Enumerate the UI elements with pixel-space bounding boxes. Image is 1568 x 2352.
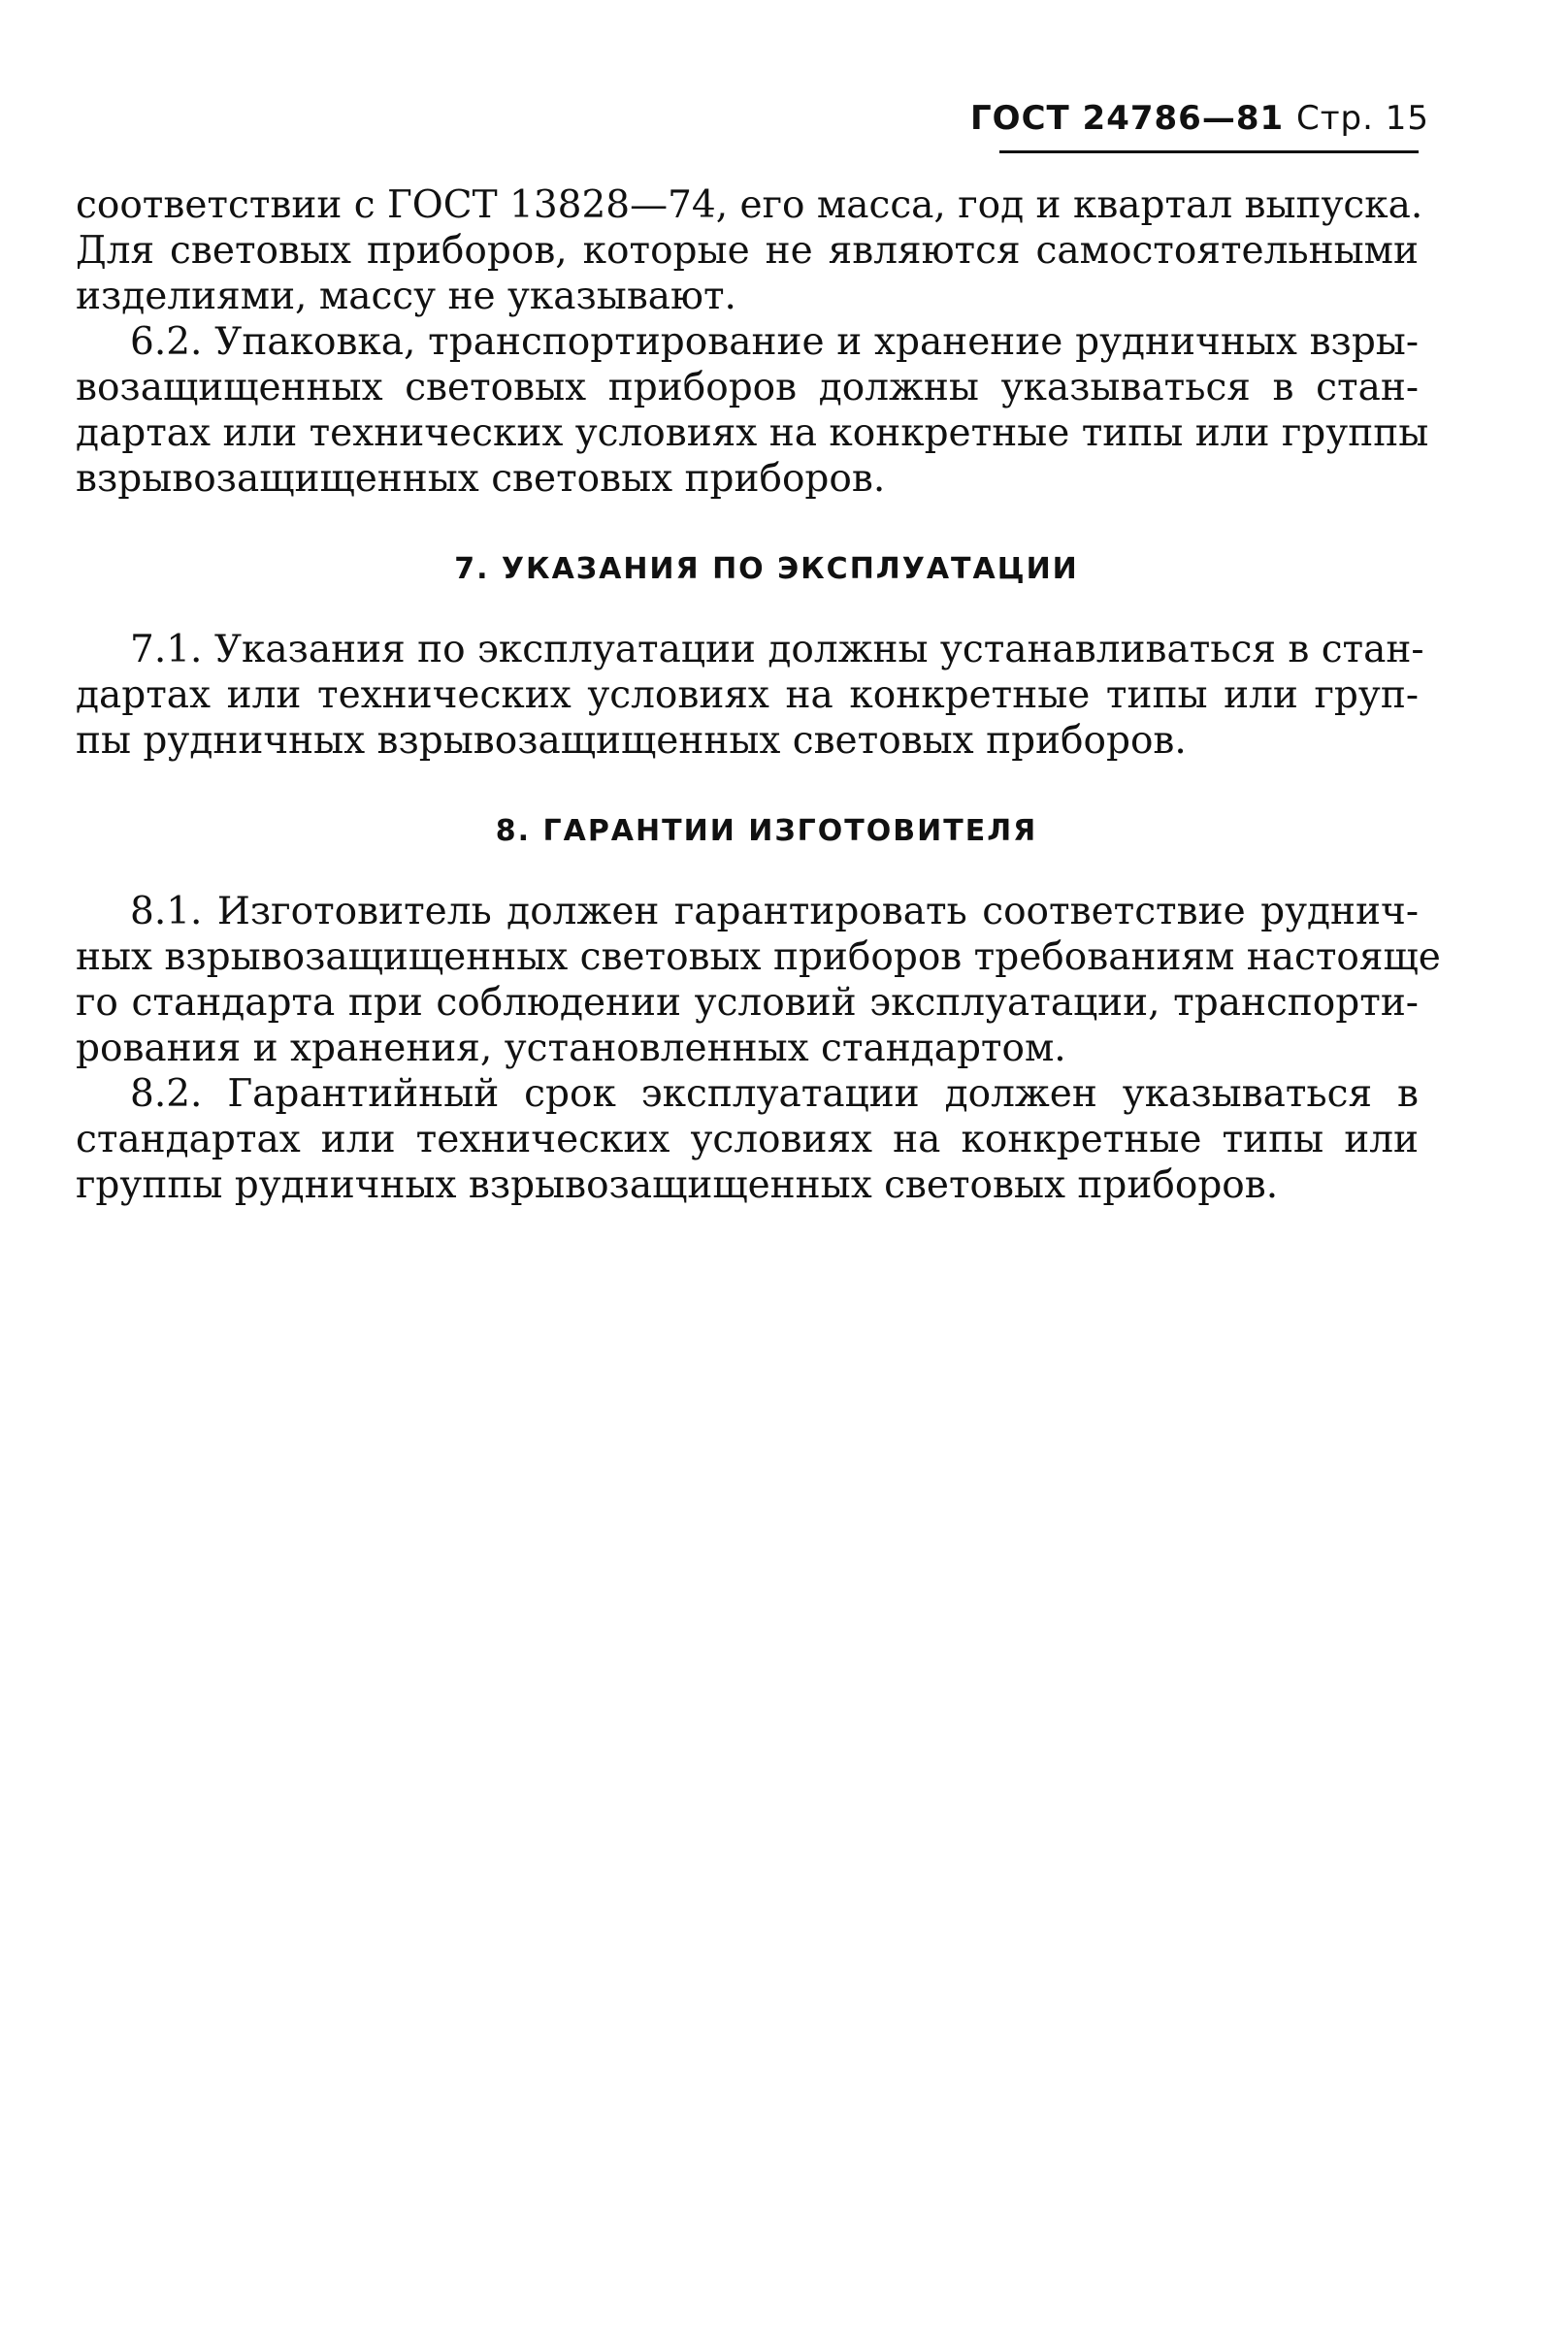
text-line: ных взрывозащищенных световых приборов требованиям настояще xyxy=(76,935,1441,979)
paragraph-continuation xyxy=(76,182,1423,319)
text-line: 7.1. Указания по эксплуатации должны устанавливаться в стан- xyxy=(130,628,1424,671)
text-line: рования и хранения, установленных стандартом. xyxy=(76,1027,1066,1070)
text-line: 8.1. Изготовитель должен гарантировать соответствие руднич- xyxy=(130,890,1419,933)
paragraph-7-1 xyxy=(76,627,1424,764)
body-text xyxy=(76,182,1441,1208)
paragraph-8-2 xyxy=(76,1071,1419,1208)
text-line: группы рудничных взрывозащищенных световых приборов. xyxy=(76,1163,1279,1207)
header-doc-id: ГОСТ 24786—81 xyxy=(970,99,1285,138)
text-line: пы рудничных взрывозащищенных световых приборов. xyxy=(76,719,1187,763)
paragraph-6-2 xyxy=(76,319,1429,502)
text-line: взрывозащищенных световых приборов. xyxy=(76,457,886,501)
text-line: стандартах или технических условиях на конкретные типы или xyxy=(76,1118,1419,1161)
text-line: го стандарта при соблюдении условий эксплуатации, транспорти- xyxy=(76,981,1419,1025)
running-header xyxy=(970,99,1430,138)
text-line: изделиями, массу не указывают. xyxy=(76,275,736,318)
header-rule xyxy=(999,150,1419,153)
text-line: 8.2. Гарантийный срок эксплуатации должен указываться в xyxy=(130,1072,1419,1116)
paragraph-8-1 xyxy=(76,889,1441,1071)
section-7-heading: 7. УКАЗАНИЯ ПО ЭКСПЛУАТАЦИИ xyxy=(454,552,1079,586)
text-line: возащищенных световых приборов должны указываться в стан- xyxy=(76,366,1419,409)
header-page-label: Стр. 15 xyxy=(1296,99,1430,138)
section-8-heading: 8. ГАРАНТИИ ИЗГОТОВИТЕЛЯ xyxy=(495,814,1038,848)
text-line: соответствии с ГОСТ 13828—74, его масса, год и квартал выпуска. xyxy=(76,183,1423,227)
text-line: дартах или технических условиях на конкретные типы или груп- xyxy=(76,673,1419,717)
text-line: Для световых приборов, которые не являются самостоятельными xyxy=(76,229,1419,273)
text-line: дартах или технических условиях на конкретные типы или группы xyxy=(76,411,1429,455)
text-line: 6.2. Упаковка, транспортирование и хранение рудничных взры- xyxy=(130,320,1419,364)
